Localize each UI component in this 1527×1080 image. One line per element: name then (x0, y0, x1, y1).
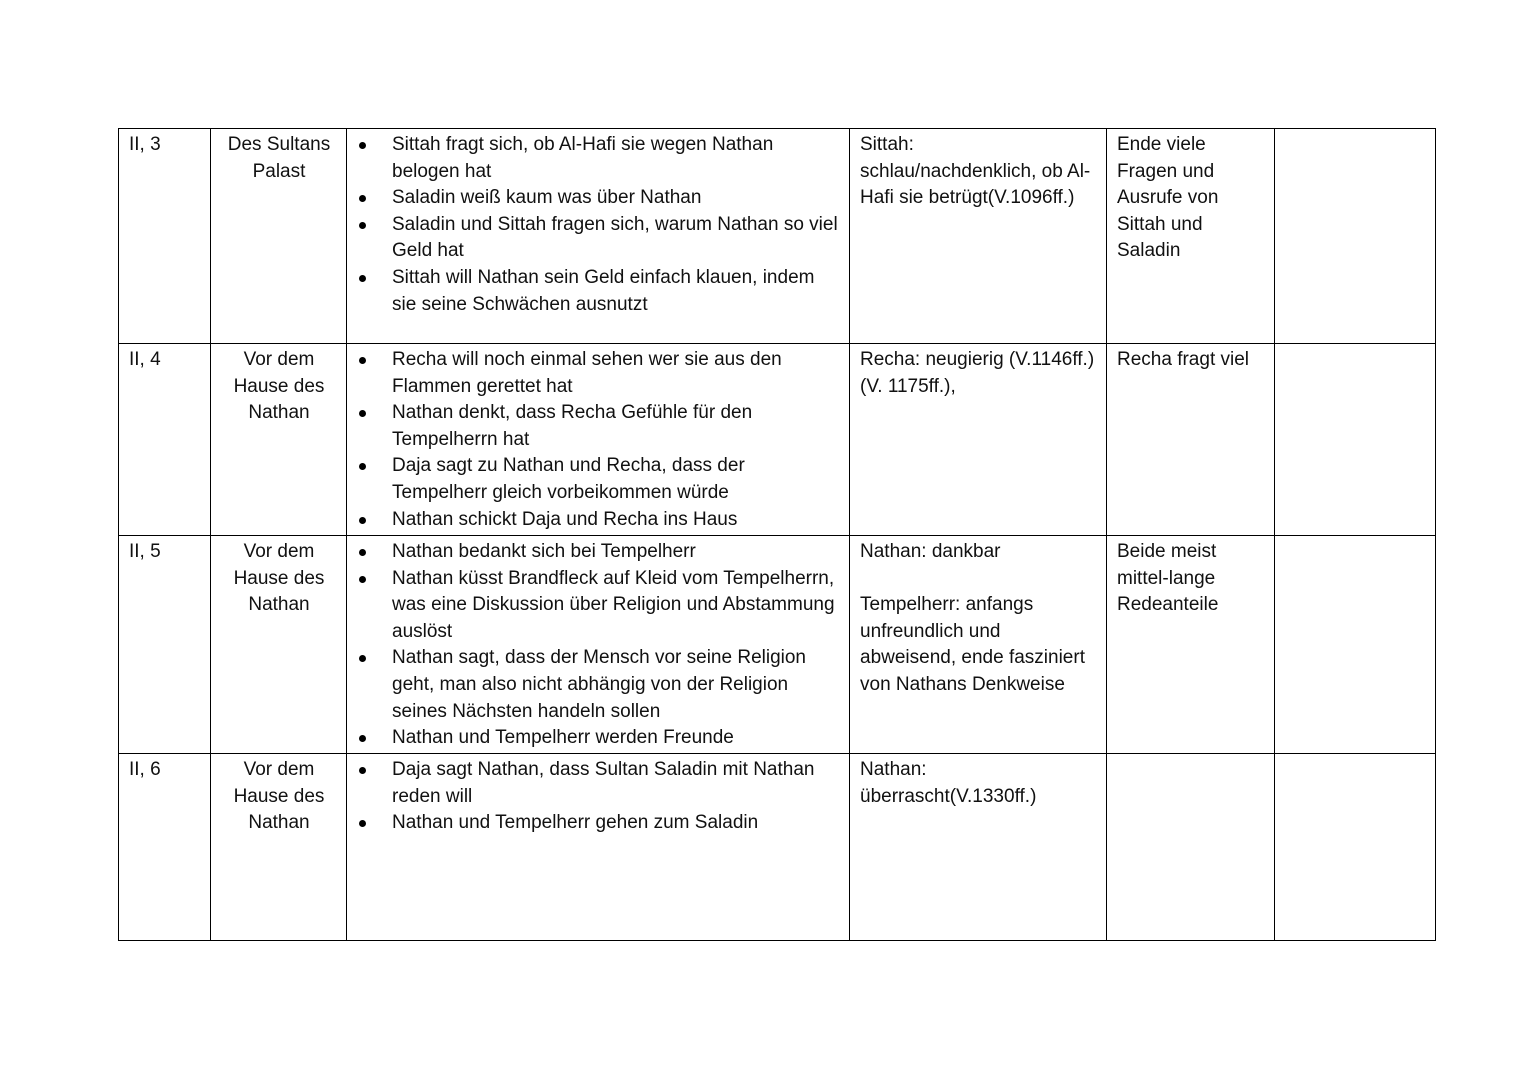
list-item: Nathan sagt, dass der Mensch vor seine Religion geht, man also nicht abhängig von der Religion seines Nächsten handeln sollen (357, 645, 840, 725)
bullet-icon (359, 655, 366, 662)
bullet-icon (359, 576, 366, 583)
bullet-icon (359, 222, 366, 229)
list-item: Sittah will Nathan sein Geld einfach klauen, indem sie seine Schwächen ausnutzt (357, 265, 840, 318)
bullet-icon (359, 195, 366, 202)
events-list (357, 539, 840, 752)
bullet-icon (359, 549, 366, 556)
place-cell: Vor dem Hause des Nathan (211, 344, 347, 536)
act-scene-cell: II, 6 (119, 754, 211, 941)
list-item: Nathan schickt Daja und Recha ins Haus (357, 507, 840, 534)
list-item: Saladin weiß kaum was über Nathan (357, 185, 840, 212)
spacer (860, 566, 1097, 593)
notes-cell (1275, 129, 1436, 344)
list-item: Daja sagt zu Nathan und Recha, dass der Tempelherr gleich vorbeikommen würde (357, 453, 840, 506)
list-item: Nathan bedankt sich bei Tempelherr (357, 539, 840, 566)
events-list (357, 757, 840, 837)
events-cell (347, 754, 850, 941)
list-item: Nathan und Tempelherr werden Freunde (357, 725, 840, 752)
bullet-icon (359, 357, 366, 364)
speech-cell: Ende viele Fragen und Ausrufe von Sittah und Saladin (1107, 129, 1275, 344)
table-row (119, 129, 1436, 344)
bullet-icon (359, 820, 366, 827)
events-list (357, 132, 840, 318)
bullet-icon (359, 517, 366, 524)
list-item: Sittah fragt sich, ob Al-Hafi sie wegen Nathan belogen hat (357, 132, 840, 185)
table-row (119, 754, 1436, 941)
character-cell: Nathan: dankbar Tempelherr: anfangs unfreundlich und abweisend, ende fasziniert von Nathans Denkweise (850, 536, 1107, 754)
bullet-icon (359, 463, 366, 470)
events-cell (347, 129, 850, 344)
bullet-icon (359, 410, 366, 417)
act-scene-cell: II, 3 (119, 129, 211, 344)
act-scene-cell: II, 4 (119, 344, 211, 536)
list-item: Nathan küsst Brandfleck auf Kleid vom Tempelherrn, was eine Diskussion über Religion und Abstammung auslöst (357, 566, 840, 646)
notes-cell (1275, 344, 1436, 536)
place-cell: Des Sultans Palast (211, 129, 347, 344)
list-item: Recha will noch einmal sehen wer sie aus den Flammen gerettet hat (357, 347, 840, 400)
table-row (119, 536, 1436, 754)
table-row (119, 344, 1436, 536)
character-cell: Recha: neugierig (V.1146ff.)(V. 1175ff.), (850, 344, 1107, 536)
events-cell (347, 344, 850, 536)
notes-cell (1275, 754, 1436, 941)
events-list (357, 347, 840, 533)
character-cell: Sittah: schlau/nachdenklich, ob Al-Hafi sie betrügt(V.1096ff.) (850, 129, 1107, 344)
character-cell: Nathan: überrascht(V.1330ff.) (850, 754, 1107, 941)
place-cell: Vor dem Hause des Nathan (211, 536, 347, 754)
list-item: Nathan denkt, dass Recha Gefühle für den Tempelherrn hat (357, 400, 840, 453)
bullet-icon (359, 142, 366, 149)
list-item: Saladin und Sittah fragen sich, warum Nathan so viel Geld hat (357, 212, 840, 265)
speech-cell (1107, 754, 1275, 941)
scene-analysis-table (118, 128, 1436, 941)
speech-cell: Recha fragt viel (1107, 344, 1275, 536)
list-item: Daja sagt Nathan, dass Sultan Saladin mit Nathan reden will (357, 757, 840, 810)
act-scene-cell: II, 5 (119, 536, 211, 754)
events-cell (347, 536, 850, 754)
place-cell: Vor dem Hause des Nathan (211, 754, 347, 941)
bullet-icon (359, 275, 366, 282)
notes-cell (1275, 536, 1436, 754)
bullet-icon (359, 735, 366, 742)
list-item: Nathan und Tempelherr gehen zum Saladin (357, 810, 840, 837)
speech-cell: Beide meist mittel-lange Redeanteile (1107, 536, 1275, 754)
bullet-icon (359, 767, 366, 774)
